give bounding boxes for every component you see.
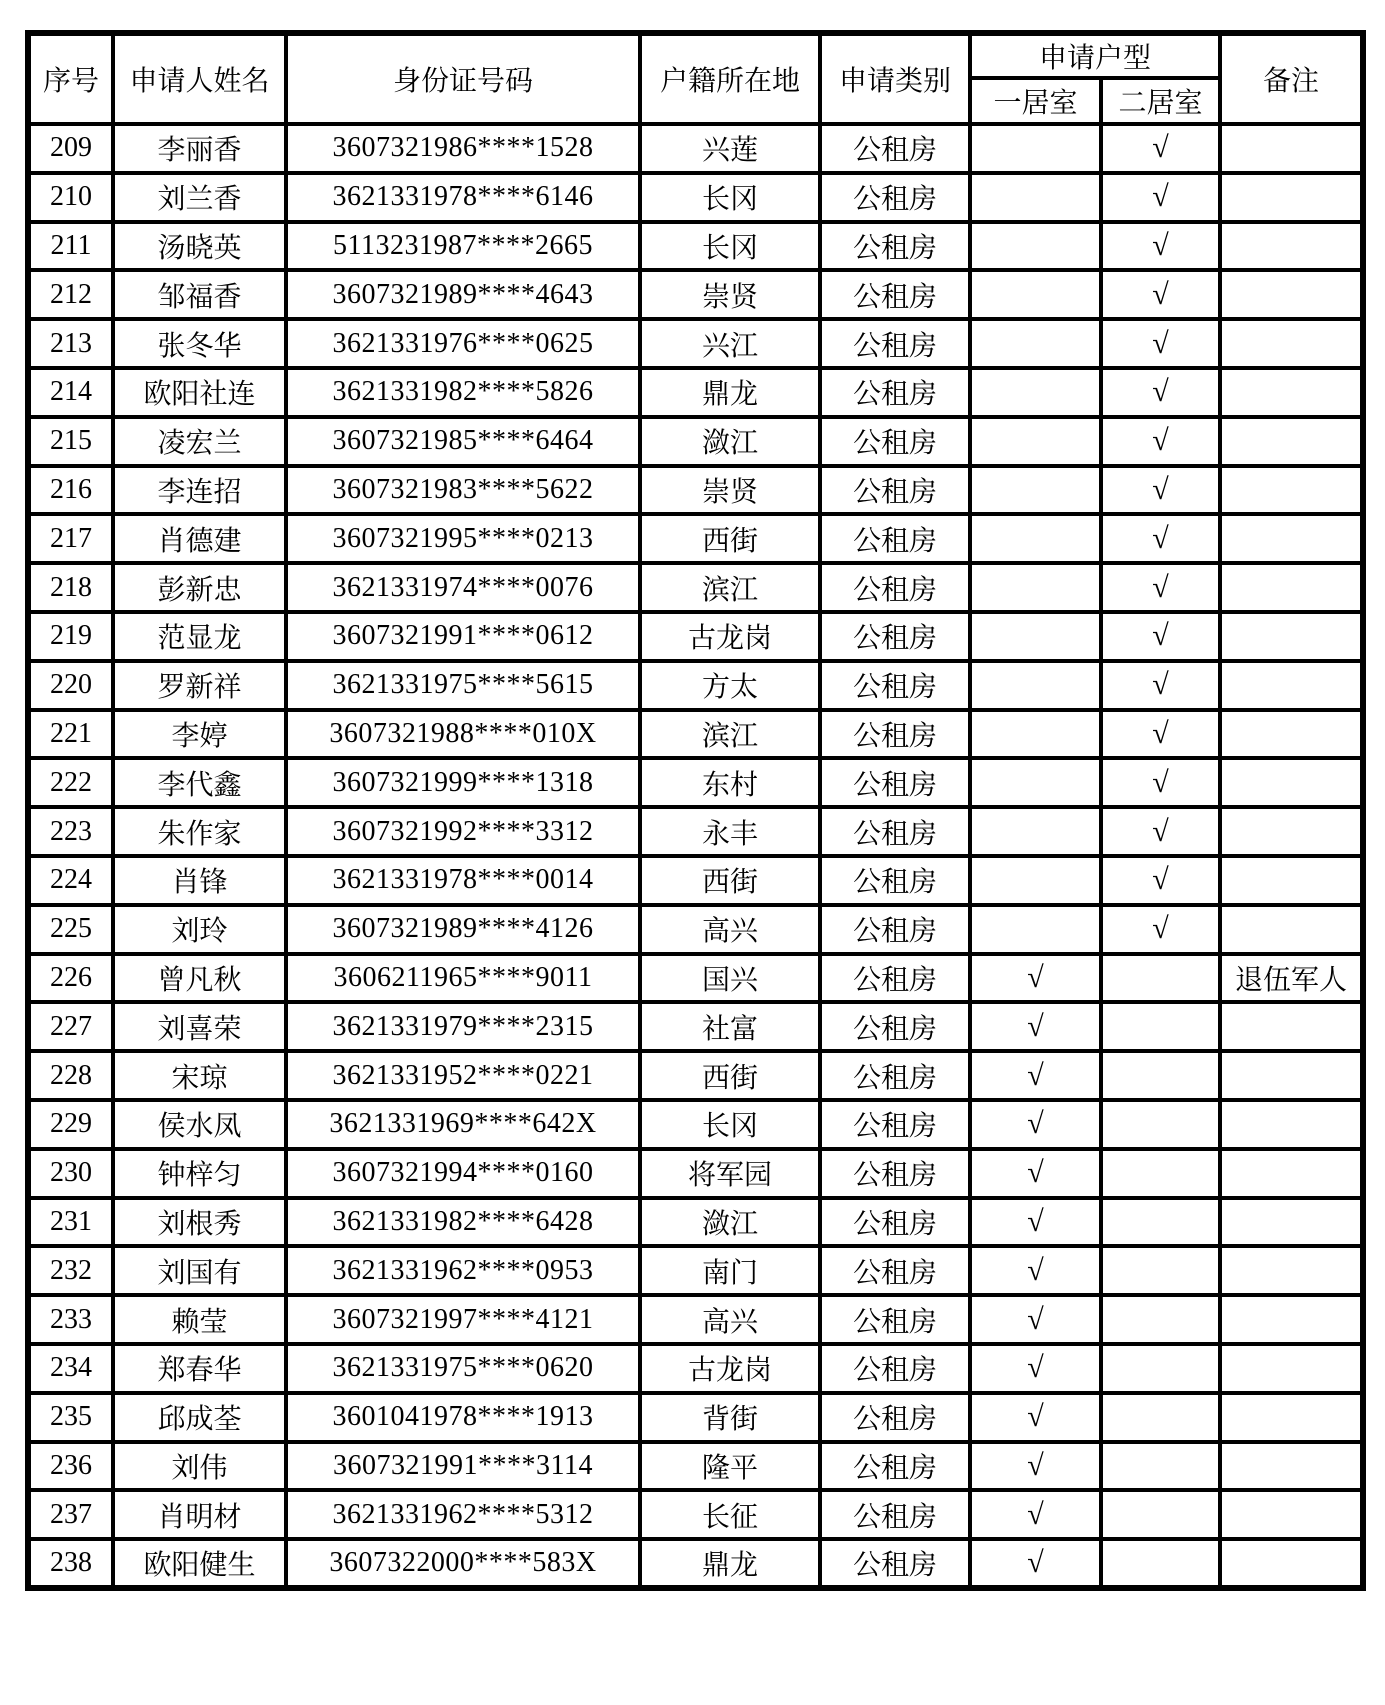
table-row [28,1246,1363,1295]
cell-application-category: 公租房 [820,1295,970,1344]
cell-two-bedroom-checkmark: √ [1101,368,1220,417]
cell-registered-residence: 长冈 [640,173,820,222]
col-header-registered-residence: 户籍所在地 [640,33,820,124]
cell-remarks [1220,1344,1363,1393]
cell-one-bedroom-checkmark: √ [970,1100,1101,1149]
cell-seq: 229 [28,1100,113,1149]
cell-remarks [1220,1295,1363,1344]
cell-id-number: 3621331952****0221 [286,1051,640,1100]
cell-name: 邱成荃 [113,1393,286,1442]
cell-application-category: 公租房 [820,807,970,856]
cell-name: 汤晓英 [113,222,286,271]
cell-seq: 209 [28,124,113,173]
cell-name: 刘喜荣 [113,1002,286,1051]
cell-two-bedroom-checkmark [1101,1198,1220,1247]
cell-one-bedroom-checkmark: √ [970,1051,1101,1100]
cell-id-number: 3621331979****2315 [286,1002,640,1051]
cell-remarks [1220,612,1363,661]
col-header-two-bedroom: 二居室 [1101,78,1220,124]
cell-application-category: 公租房 [820,954,970,1003]
cell-two-bedroom-checkmark: √ [1101,612,1220,661]
cell-registered-residence: 鼎龙 [640,1539,820,1588]
cell-one-bedroom-checkmark [970,417,1101,466]
cell-application-category: 公租房 [820,1539,970,1588]
cell-name: 张冬华 [113,319,286,368]
cell-seq: 230 [28,1149,113,1198]
cell-one-bedroom-checkmark: √ [970,954,1101,1003]
cell-two-bedroom-checkmark: √ [1101,417,1220,466]
cell-name: 钟梓匀 [113,1149,286,1198]
cell-one-bedroom-checkmark [970,368,1101,417]
cell-two-bedroom-checkmark: √ [1101,514,1220,563]
applicants-table [25,30,1366,1591]
cell-remarks [1220,417,1363,466]
cell-id-number: 3621331962****5312 [286,1490,640,1539]
table-row [28,222,1363,271]
cell-name: 凌宏兰 [113,417,286,466]
cell-two-bedroom-checkmark: √ [1101,124,1220,173]
table-row [28,905,1363,954]
cell-name: 邹福香 [113,270,286,319]
table-body [28,124,1363,1588]
cell-seq: 214 [28,368,113,417]
table-row [28,1442,1363,1491]
cell-name: 欧阳社连 [113,368,286,417]
cell-remarks [1220,1246,1363,1295]
cell-id-number: 3621331976****0625 [286,319,640,368]
cell-name: 刘国有 [113,1246,286,1295]
cell-one-bedroom-checkmark: √ [970,1295,1101,1344]
cell-id-number: 3607321988****010X [286,710,640,759]
cell-application-category: 公租房 [820,1344,970,1393]
cell-seq: 224 [28,856,113,905]
cell-seq: 222 [28,758,113,807]
cell-registered-residence: 国兴 [640,954,820,1003]
cell-seq: 219 [28,612,113,661]
cell-id-number: 3607321985****6464 [286,417,640,466]
table-row [28,1051,1363,1100]
cell-remarks [1220,807,1363,856]
cell-remarks [1220,270,1363,319]
cell-application-category: 公租房 [820,466,970,515]
cell-seq: 233 [28,1295,113,1344]
cell-name: 肖明材 [113,1490,286,1539]
cell-one-bedroom-checkmark [970,514,1101,563]
cell-two-bedroom-checkmark [1101,1295,1220,1344]
cell-application-category: 公租房 [820,1002,970,1051]
cell-id-number: 3607321999****1318 [286,758,640,807]
cell-application-category: 公租房 [820,222,970,271]
cell-remarks [1220,563,1363,612]
cell-application-category: 公租房 [820,1490,970,1539]
cell-one-bedroom-checkmark [970,124,1101,173]
cell-application-category: 公租房 [820,1198,970,1247]
cell-registered-residence: 将军园 [640,1149,820,1198]
cell-two-bedroom-checkmark [1101,1100,1220,1149]
cell-one-bedroom-checkmark [970,466,1101,515]
cell-registered-residence: 长冈 [640,1100,820,1149]
cell-one-bedroom-checkmark [970,807,1101,856]
cell-application-category: 公租房 [820,563,970,612]
cell-name: 罗新祥 [113,661,286,710]
table-row [28,1198,1363,1247]
cell-seq: 232 [28,1246,113,1295]
cell-registered-residence: 隆平 [640,1442,820,1491]
cell-application-category: 公租房 [820,1051,970,1100]
table-row [28,710,1363,759]
cell-remarks [1220,368,1363,417]
table-row [28,1295,1363,1344]
cell-remarks [1220,758,1363,807]
cell-two-bedroom-checkmark [1101,1051,1220,1100]
cell-one-bedroom-checkmark: √ [970,1539,1101,1588]
cell-registered-residence: 高兴 [640,905,820,954]
cell-registered-residence: 滨江 [640,563,820,612]
cell-application-category: 公租房 [820,1100,970,1149]
cell-id-number: 3607322000****583X [286,1539,640,1588]
cell-id-number: 3621331982****6428 [286,1198,640,1247]
cell-id-number: 3607321983****5622 [286,466,640,515]
cell-name: 欧阳健生 [113,1539,286,1588]
table-row [28,807,1363,856]
cell-registered-residence: 永丰 [640,807,820,856]
table-row [28,1490,1363,1539]
cell-application-category: 公租房 [820,661,970,710]
cell-remarks [1220,661,1363,710]
cell-name: 赖莹 [113,1295,286,1344]
cell-id-number: 3621331962****0953 [286,1246,640,1295]
cell-application-category: 公租房 [820,856,970,905]
cell-registered-residence: 滨江 [640,710,820,759]
cell-seq: 226 [28,954,113,1003]
cell-two-bedroom-checkmark: √ [1101,710,1220,759]
cell-two-bedroom-checkmark: √ [1101,270,1220,319]
cell-two-bedroom-checkmark: √ [1101,466,1220,515]
col-header-id-number: 身份证号码 [286,33,640,124]
col-header-unit-type-group: 申请户型 [970,33,1220,78]
cell-seq: 212 [28,270,113,319]
cell-registered-residence: 东村 [640,758,820,807]
cell-id-number: 3607321989****4643 [286,270,640,319]
cell-two-bedroom-checkmark: √ [1101,758,1220,807]
cell-two-bedroom-checkmark [1101,1442,1220,1491]
cell-registered-residence: 古龙岗 [640,612,820,661]
cell-two-bedroom-checkmark [1101,1344,1220,1393]
cell-two-bedroom-checkmark: √ [1101,222,1220,271]
cell-registered-residence: 崇贤 [640,270,820,319]
cell-seq: 213 [28,319,113,368]
cell-id-number: 5113231987****2665 [286,222,640,271]
cell-two-bedroom-checkmark: √ [1101,319,1220,368]
cell-remarks [1220,222,1363,271]
cell-one-bedroom-checkmark [970,661,1101,710]
cell-registered-residence: 方太 [640,661,820,710]
cell-two-bedroom-checkmark: √ [1101,905,1220,954]
cell-application-category: 公租房 [820,1246,970,1295]
cell-name: 李丽香 [113,124,286,173]
cell-application-category: 公租房 [820,1393,970,1442]
table-row [28,1539,1363,1588]
cell-seq: 234 [28,1344,113,1393]
cell-id-number: 3607321997****4121 [286,1295,640,1344]
cell-name: 范显龙 [113,612,286,661]
cell-id-number: 3621331974****0076 [286,563,640,612]
cell-remarks [1220,905,1363,954]
cell-two-bedroom-checkmark: √ [1101,563,1220,612]
cell-name: 彭新忠 [113,563,286,612]
cell-remarks [1220,124,1363,173]
cell-registered-residence: 南门 [640,1246,820,1295]
cell-name: 刘玲 [113,905,286,954]
table-row [28,758,1363,807]
cell-one-bedroom-checkmark: √ [970,1246,1101,1295]
cell-id-number: 3621331982****5826 [286,368,640,417]
cell-seq: 225 [28,905,113,954]
cell-id-number: 3607321992****3312 [286,807,640,856]
cell-one-bedroom-checkmark: √ [970,1149,1101,1198]
cell-application-category: 公租房 [820,319,970,368]
cell-seq: 223 [28,807,113,856]
cell-id-number: 3621331978****6146 [286,173,640,222]
table-row [28,1149,1363,1198]
cell-registered-residence: 西街 [640,856,820,905]
col-header-name: 申请人姓名 [113,33,286,124]
table-row [28,417,1363,466]
table-row [28,1393,1363,1442]
cell-id-number: 3621331978****0014 [286,856,640,905]
cell-two-bedroom-checkmark [1101,1246,1220,1295]
cell-seq: 216 [28,466,113,515]
cell-registered-residence: 潋江 [640,417,820,466]
header-row-group [28,33,1363,78]
cell-remarks [1220,1393,1363,1442]
cell-one-bedroom-checkmark: √ [970,1002,1101,1051]
cell-registered-residence: 兴莲 [640,124,820,173]
cell-id-number: 3621331969****642X [286,1100,640,1149]
col-header-seq: 序号 [28,33,113,124]
cell-registered-residence: 长征 [640,1490,820,1539]
cell-name: 宋琼 [113,1051,286,1100]
cell-registered-residence: 兴江 [640,319,820,368]
cell-seq: 236 [28,1442,113,1491]
cell-two-bedroom-checkmark: √ [1101,807,1220,856]
table-row [28,173,1363,222]
col-header-one-bedroom: 一居室 [970,78,1101,124]
cell-seq: 235 [28,1393,113,1442]
cell-id-number: 3607321991****3114 [286,1442,640,1491]
cell-one-bedroom-checkmark: √ [970,1490,1101,1539]
cell-one-bedroom-checkmark [970,319,1101,368]
cell-name: 侯水凤 [113,1100,286,1149]
cell-seq: 211 [28,222,113,271]
table-row [28,368,1363,417]
cell-one-bedroom-checkmark [970,905,1101,954]
cell-application-category: 公租房 [820,417,970,466]
cell-registered-residence: 高兴 [640,1295,820,1344]
cell-application-category: 公租房 [820,368,970,417]
cell-seq: 231 [28,1198,113,1247]
cell-two-bedroom-checkmark [1101,954,1220,1003]
cell-name: 郑春华 [113,1344,286,1393]
cell-remarks [1220,1100,1363,1149]
cell-two-bedroom-checkmark: √ [1101,173,1220,222]
cell-seq: 221 [28,710,113,759]
cell-two-bedroom-checkmark [1101,1149,1220,1198]
cell-id-number: 3621331975****5615 [286,661,640,710]
cell-one-bedroom-checkmark: √ [970,1198,1101,1247]
table-header [28,33,1363,124]
cell-id-number: 3607321991****0612 [286,612,640,661]
cell-seq: 237 [28,1490,113,1539]
cell-application-category: 公租房 [820,758,970,807]
table-row [28,954,1363,1003]
cell-remarks [1220,1442,1363,1491]
cell-remarks [1220,173,1363,222]
table-row [28,856,1363,905]
cell-registered-residence: 古龙岗 [640,1344,820,1393]
cell-seq: 217 [28,514,113,563]
cell-registered-residence: 长冈 [640,222,820,271]
cell-seq: 215 [28,417,113,466]
cell-id-number: 3607321986****1528 [286,124,640,173]
table-row [28,124,1363,173]
cell-seq: 218 [28,563,113,612]
cell-application-category: 公租房 [820,612,970,661]
cell-seq: 220 [28,661,113,710]
cell-remarks [1220,1002,1363,1051]
cell-remarks [1220,514,1363,563]
cell-remarks [1220,856,1363,905]
cell-remarks [1220,1149,1363,1198]
cell-name: 肖德建 [113,514,286,563]
cell-two-bedroom-checkmark [1101,1490,1220,1539]
table-row [28,612,1363,661]
cell-one-bedroom-checkmark [970,758,1101,807]
table-row [28,1344,1363,1393]
col-header-remarks: 备注 [1220,33,1363,124]
cell-remarks [1220,710,1363,759]
cell-registered-residence: 崇贤 [640,466,820,515]
cell-two-bedroom-checkmark [1101,1539,1220,1588]
cell-one-bedroom-checkmark [970,222,1101,271]
cell-two-bedroom-checkmark: √ [1101,661,1220,710]
cell-registered-residence: 潋江 [640,1198,820,1247]
cell-id-number: 3607321989****4126 [286,905,640,954]
cell-name: 曾凡秋 [113,954,286,1003]
cell-id-number: 3607321994****0160 [286,1149,640,1198]
cell-registered-residence: 社富 [640,1002,820,1051]
cell-name: 刘兰香 [113,173,286,222]
cell-one-bedroom-checkmark [970,710,1101,759]
cell-application-category: 公租房 [820,1442,970,1491]
cell-one-bedroom-checkmark [970,173,1101,222]
cell-name: 李婷 [113,710,286,759]
cell-two-bedroom-checkmark: √ [1101,856,1220,905]
cell-remarks [1220,466,1363,515]
cell-two-bedroom-checkmark [1101,1393,1220,1442]
applicants-table-container [25,30,1366,1591]
cell-remarks [1220,1198,1363,1247]
table-row [28,563,1363,612]
cell-name: 李连招 [113,466,286,515]
cell-seq: 227 [28,1002,113,1051]
cell-name: 李代鑫 [113,758,286,807]
table-row [28,514,1363,563]
cell-remarks [1220,1051,1363,1100]
cell-id-number: 3621331975****0620 [286,1344,640,1393]
cell-seq: 228 [28,1051,113,1100]
table-row [28,466,1363,515]
cell-remarks [1220,1490,1363,1539]
cell-id-number: 3606211965****9011 [286,954,640,1003]
col-header-application-category: 申请类别 [820,33,970,124]
cell-registered-residence: 西街 [640,514,820,563]
cell-registered-residence: 背街 [640,1393,820,1442]
cell-one-bedroom-checkmark [970,612,1101,661]
cell-one-bedroom-checkmark: √ [970,1344,1101,1393]
cell-id-number: 3601041978****1913 [286,1393,640,1442]
table-row [28,1002,1363,1051]
cell-seq: 238 [28,1539,113,1588]
cell-remarks [1220,319,1363,368]
cell-application-category: 公租房 [820,270,970,319]
cell-name: 刘根秀 [113,1198,286,1247]
cell-name: 肖锋 [113,856,286,905]
cell-application-category: 公租房 [820,173,970,222]
table-row [28,270,1363,319]
cell-id-number: 3607321995****0213 [286,514,640,563]
cell-one-bedroom-checkmark: √ [970,1442,1101,1491]
cell-registered-residence: 鼎龙 [640,368,820,417]
cell-application-category: 公租房 [820,124,970,173]
cell-application-category: 公租房 [820,710,970,759]
cell-name: 朱作家 [113,807,286,856]
cell-two-bedroom-checkmark [1101,1002,1220,1051]
cell-name: 刘伟 [113,1442,286,1491]
cell-remarks [1220,1539,1363,1588]
cell-one-bedroom-checkmark [970,856,1101,905]
cell-remarks: 退伍军人 [1220,954,1363,1003]
cell-application-category: 公租房 [820,905,970,954]
cell-seq: 210 [28,173,113,222]
cell-registered-residence: 西街 [640,1051,820,1100]
cell-application-category: 公租房 [820,514,970,563]
cell-one-bedroom-checkmark [970,563,1101,612]
table-row [28,1100,1363,1149]
cell-one-bedroom-checkmark: √ [970,1393,1101,1442]
table-row [28,661,1363,710]
cell-one-bedroom-checkmark [970,270,1101,319]
cell-application-category: 公租房 [820,1149,970,1198]
table-row [28,319,1363,368]
